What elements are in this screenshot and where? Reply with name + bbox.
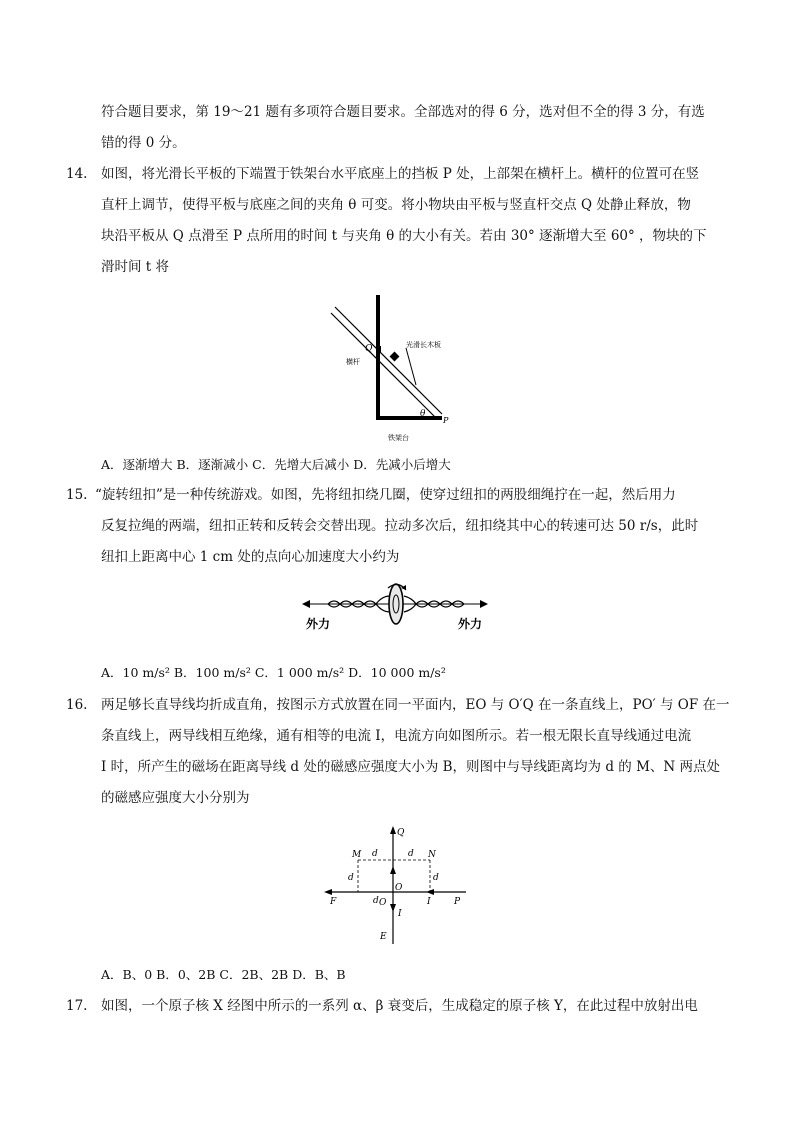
button-disc (389, 584, 403, 624)
question-16-figure (320, 822, 470, 947)
intro-line-1: 符合题目要求，第 19～21 题有多项符合题目要求。全部选对的得 6 分，选对但不全的得 3 分，有选 (101, 104, 705, 120)
right-arrowhead (480, 600, 488, 608)
angle-theta-label: θ (420, 409, 426, 419)
question-16-text-line-3: I 时，所产生的磁场在距离导线 d 处的磁感应强度大小为 B，则图中与导线距离均为 d 的 M、N 两点处 (101, 759, 721, 775)
question-15-number: 15. (66, 487, 88, 503)
question-16-text-line-1: 两足够长直导线均折成直角，按图示方式放置在同一平面内，EO 与 O′Q 在一条直线上，PO′ 与 OF 在一 (101, 697, 730, 713)
label-n: N (428, 850, 436, 860)
crossbar-pin (376, 346, 381, 352)
label-p: P (454, 897, 461, 907)
question-16-text-line-4: 的磁感应强度大小分别为 (101, 790, 250, 806)
question-15-choices: A．10 m/s² B．100 m/s² C．1 000 m/s² D．10 000 m/s² (101, 665, 446, 680)
arrow-left-f (324, 889, 332, 895)
question-14-number: 14. (66, 166, 88, 182)
question-14-text-line-1: 如图，将光滑长平板的下端置于铁架台水平底座上的挡板 P 处，上部架在横杆上。横杆的位置可在竖 (101, 166, 700, 182)
left-arrowhead (302, 600, 310, 608)
block (390, 352, 400, 362)
label-i-right: I (427, 897, 431, 907)
question-14-choices: A．逐渐增大 B．逐渐减小 C．先增大后减小 D．先减小后增大 (101, 457, 451, 472)
arrow-down-current (390, 904, 396, 912)
stand-label: 铁架台 (388, 434, 409, 442)
label-i-down: I (398, 909, 402, 919)
question-17-number: 17. (66, 998, 88, 1014)
point-p-label: P (443, 416, 449, 425)
twisted-string-left-2 (328, 601, 390, 612)
question-15-text-line-2: 反复拉绳的两端，纽扣正转和反转会交替出现。拉动多次后，纽扣绕其中心的转速可达 50 r/s，此时 (101, 518, 699, 534)
twisted-string-right (404, 596, 464, 607)
twisted-string-right-2 (404, 601, 464, 612)
label-d-top-left: d (372, 849, 378, 859)
intro-line-2: 错的得 0 分。 (101, 135, 186, 151)
question-16-number: 16. (66, 697, 88, 713)
question-14-text-line-3: 块沿平板从 Q 点滑至 P 点所用的时间 t 与夹角 θ 的大小有关。若由 30° 逐渐增大至 60° ，物块的下 (101, 228, 707, 244)
right-force-label: 外力 (458, 617, 483, 631)
label-o: O (395, 883, 403, 893)
question-14-text-line-2: 直杆上调节，使得平板与底座之间的夹角 θ 可变。将小物块由平板与竖直杆交点 Q 处静止释放，物 (101, 197, 691, 213)
arrow-up-q (390, 826, 396, 834)
label-f: F (330, 897, 337, 907)
question-16-choices: A．B、0 B．0、2B C．2B、2B D．B、B (101, 967, 346, 982)
label-d-bottom: d (373, 896, 379, 906)
question-14-figure (330, 290, 470, 445)
label-e: E (380, 932, 387, 942)
question-17-text-line-1: 如图，一个原子核 X 经图中所示的一系列 α、β 衰变后，生成稳定的原子核 Y，在此过程中放射出电 (101, 998, 698, 1014)
board-label: 光滑长木板 (406, 341, 441, 349)
twisted-string-left (328, 596, 390, 607)
label-o-prime: O (379, 898, 387, 908)
question-14-text-line-4: 滑时间 t 将 (101, 259, 170, 275)
question-15-text-line-3: 纽扣上距离中心 1 cm 处的点向心加速度大小约为 (101, 549, 400, 565)
label-d-top-right: d (408, 849, 414, 859)
label-d-side-right: d (433, 873, 439, 883)
left-force-label: 外力 (306, 617, 331, 631)
question-16-text-line-2: 条直线上，两导线相互绝缘，通有相等的电流 I，电流方向如图所示。若一根无限长直导线通过电流 (101, 728, 692, 744)
question-15-text-line-1: “旋转纽扣”是一种传统游戏。如图，先将纽扣绕几圈，使穿过纽扣的两股细绳拧在一起，然后用力 (95, 487, 676, 503)
arrow-up-current (390, 866, 396, 874)
label-d-side-left: d (348, 873, 354, 883)
question-15-figure (300, 582, 490, 640)
label-m: M (352, 850, 362, 860)
crossbar-label: 横杆 (346, 358, 360, 366)
label-q: Q (397, 828, 405, 838)
point-q-label: Q (365, 344, 373, 354)
